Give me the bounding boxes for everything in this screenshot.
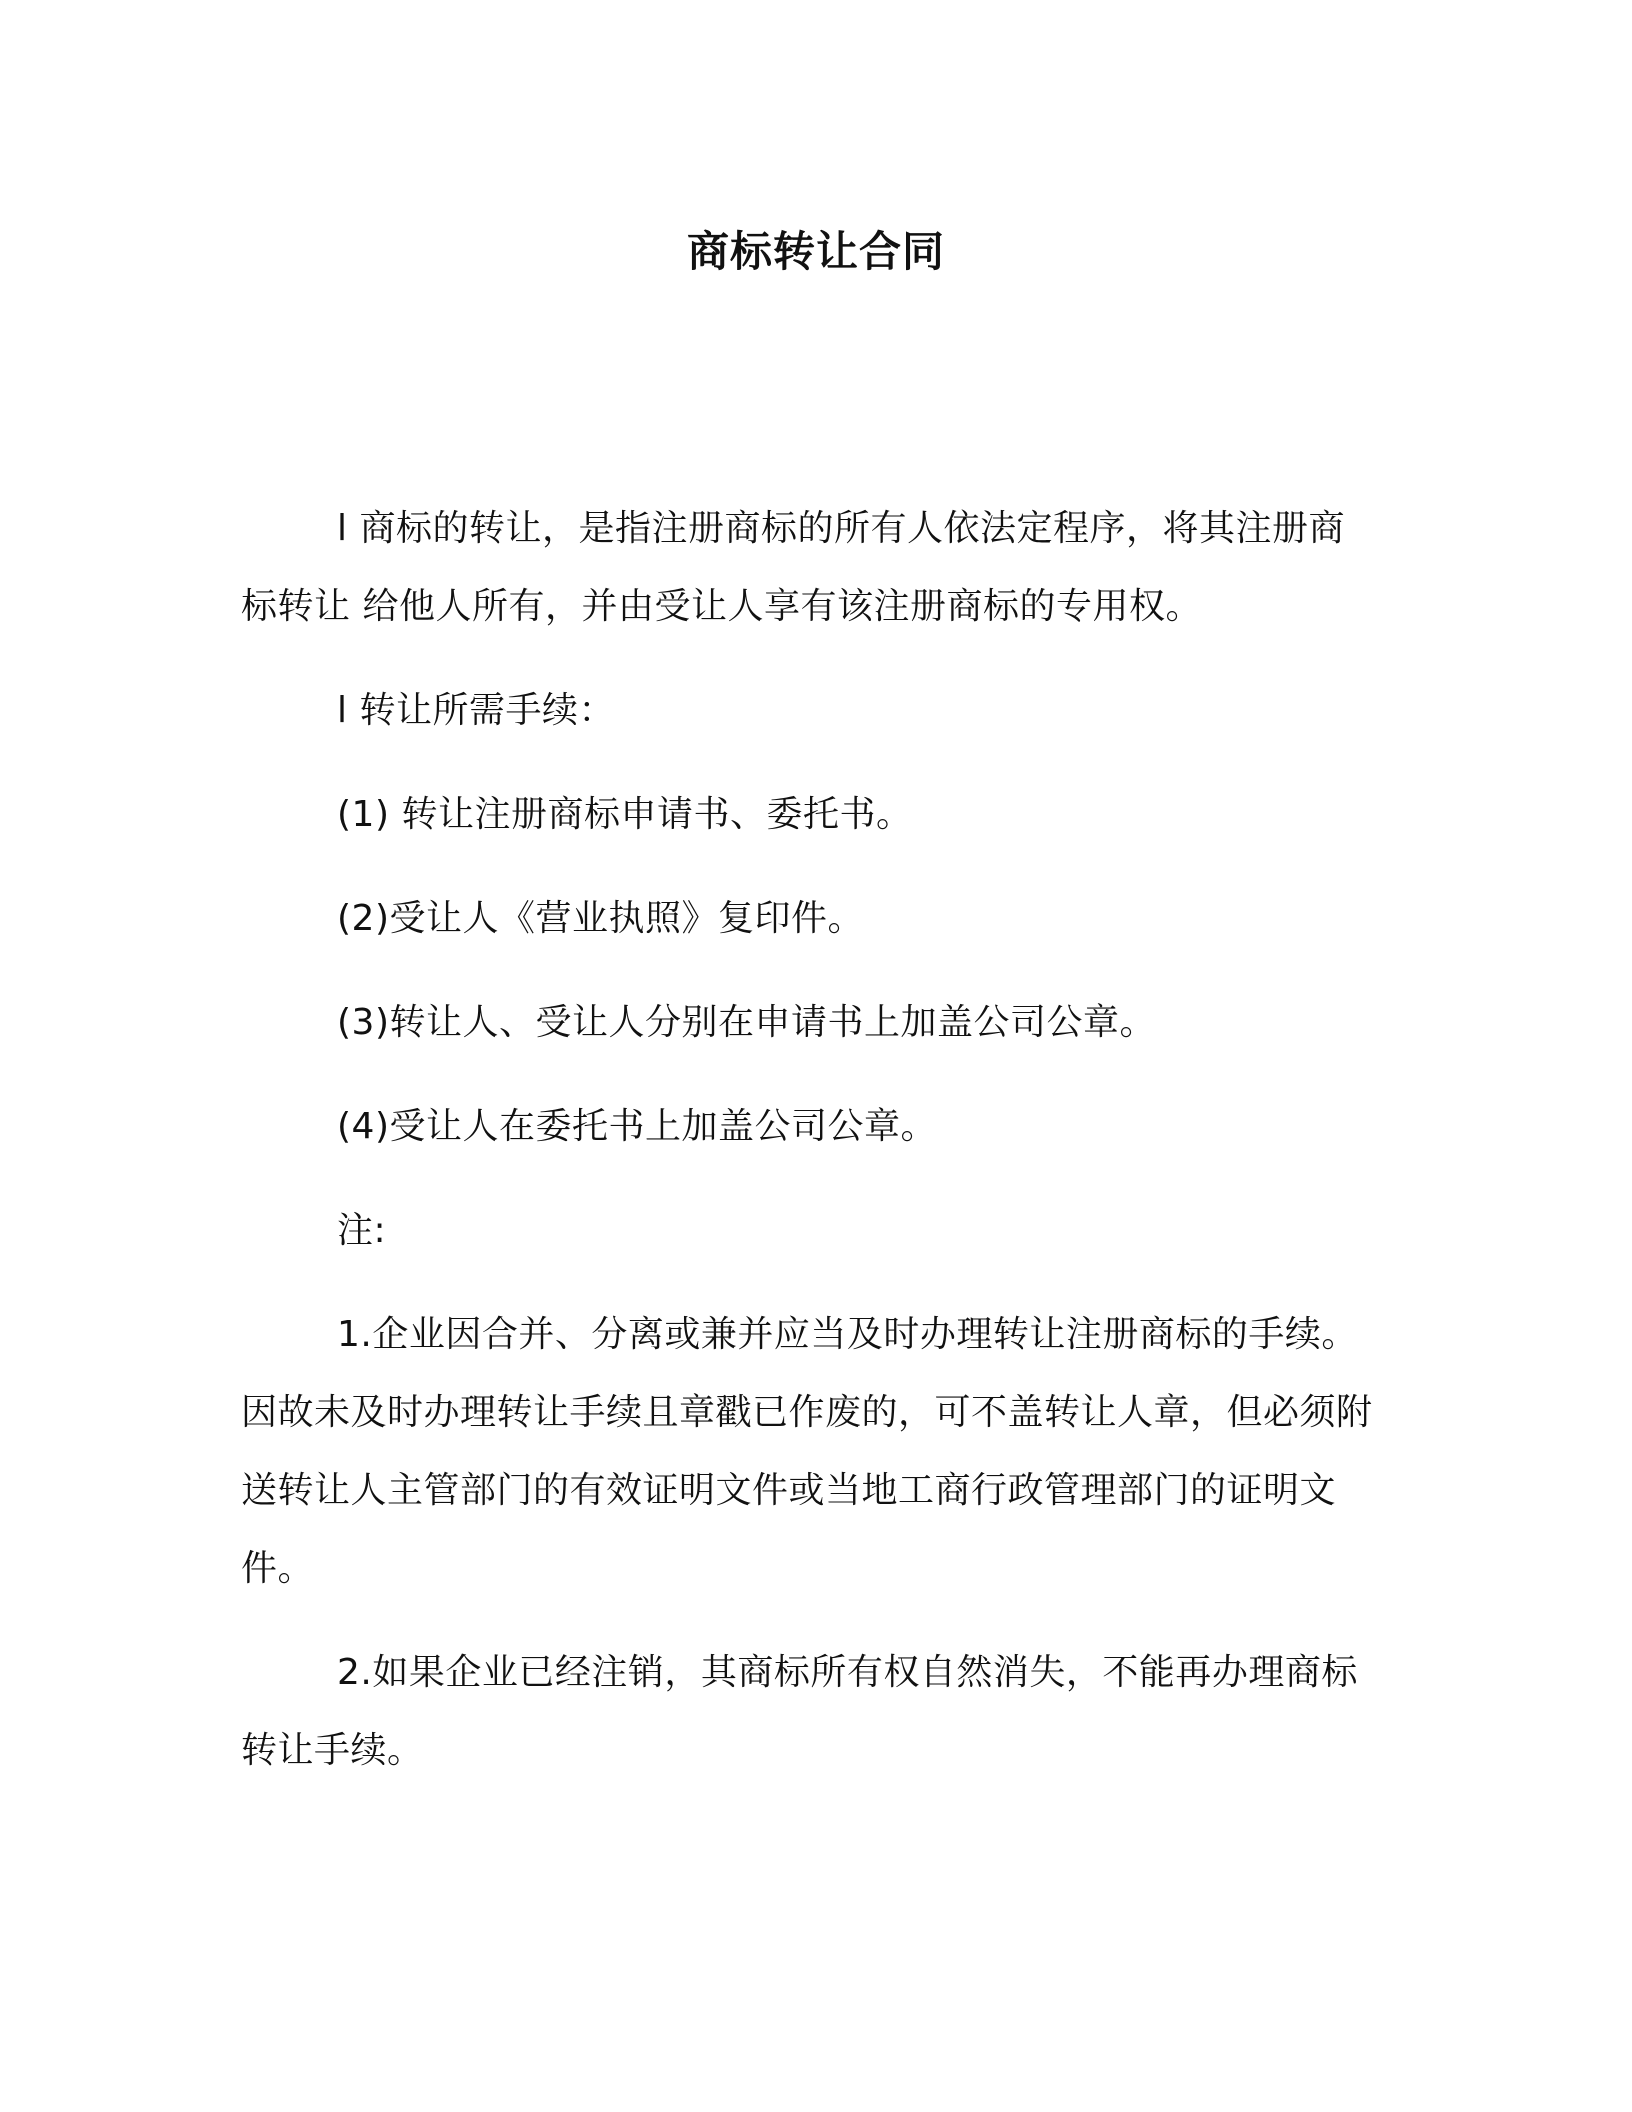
document-title: 商标转让合同 <box>686 227 945 276</box>
paragraph-note-1: 1.企业因合并、分离或兼并应当及时办理转让注册商标的手续。因故未及时办理转让手续且章戳已作废的，可不盖转让人章，但必须附送转让人主管部门的有效证明文件或当地工商行政管理部门的证明文件。 <box>241 1314 1373 1589</box>
paragraph-note-2: 2.如果企业已经注销，其商标所有权自然消失，不能再办理商标转让手续。 <box>241 1652 1358 1771</box>
paragraph-procedures-heading: l 转让所需手续： <box>337 690 615 731</box>
document-body <box>241 490 1381 1816</box>
paragraph-note-heading: 注: <box>337 1210 387 1251</box>
paragraph-procedure-4: (4)受让人在委托书上加盖公司公章。 <box>337 1106 937 1147</box>
paragraph-procedure-2: (2)受让人《营业执照》复印件。 <box>337 898 864 939</box>
paragraph-transfer-definition: l 商标的转让，是指注册商标的所有人依法定程序，将其注册商标转让 给他人所有，并由受让人享有该注册商标的专用权。 <box>241 508 1345 627</box>
paragraph-procedure-3: (3)转让人、受让人分别在申请书上加盖公司公章。 <box>337 1002 1156 1043</box>
paragraph-procedure-1: (1) 转让注册商标申请书、委托书。 <box>337 794 913 835</box>
